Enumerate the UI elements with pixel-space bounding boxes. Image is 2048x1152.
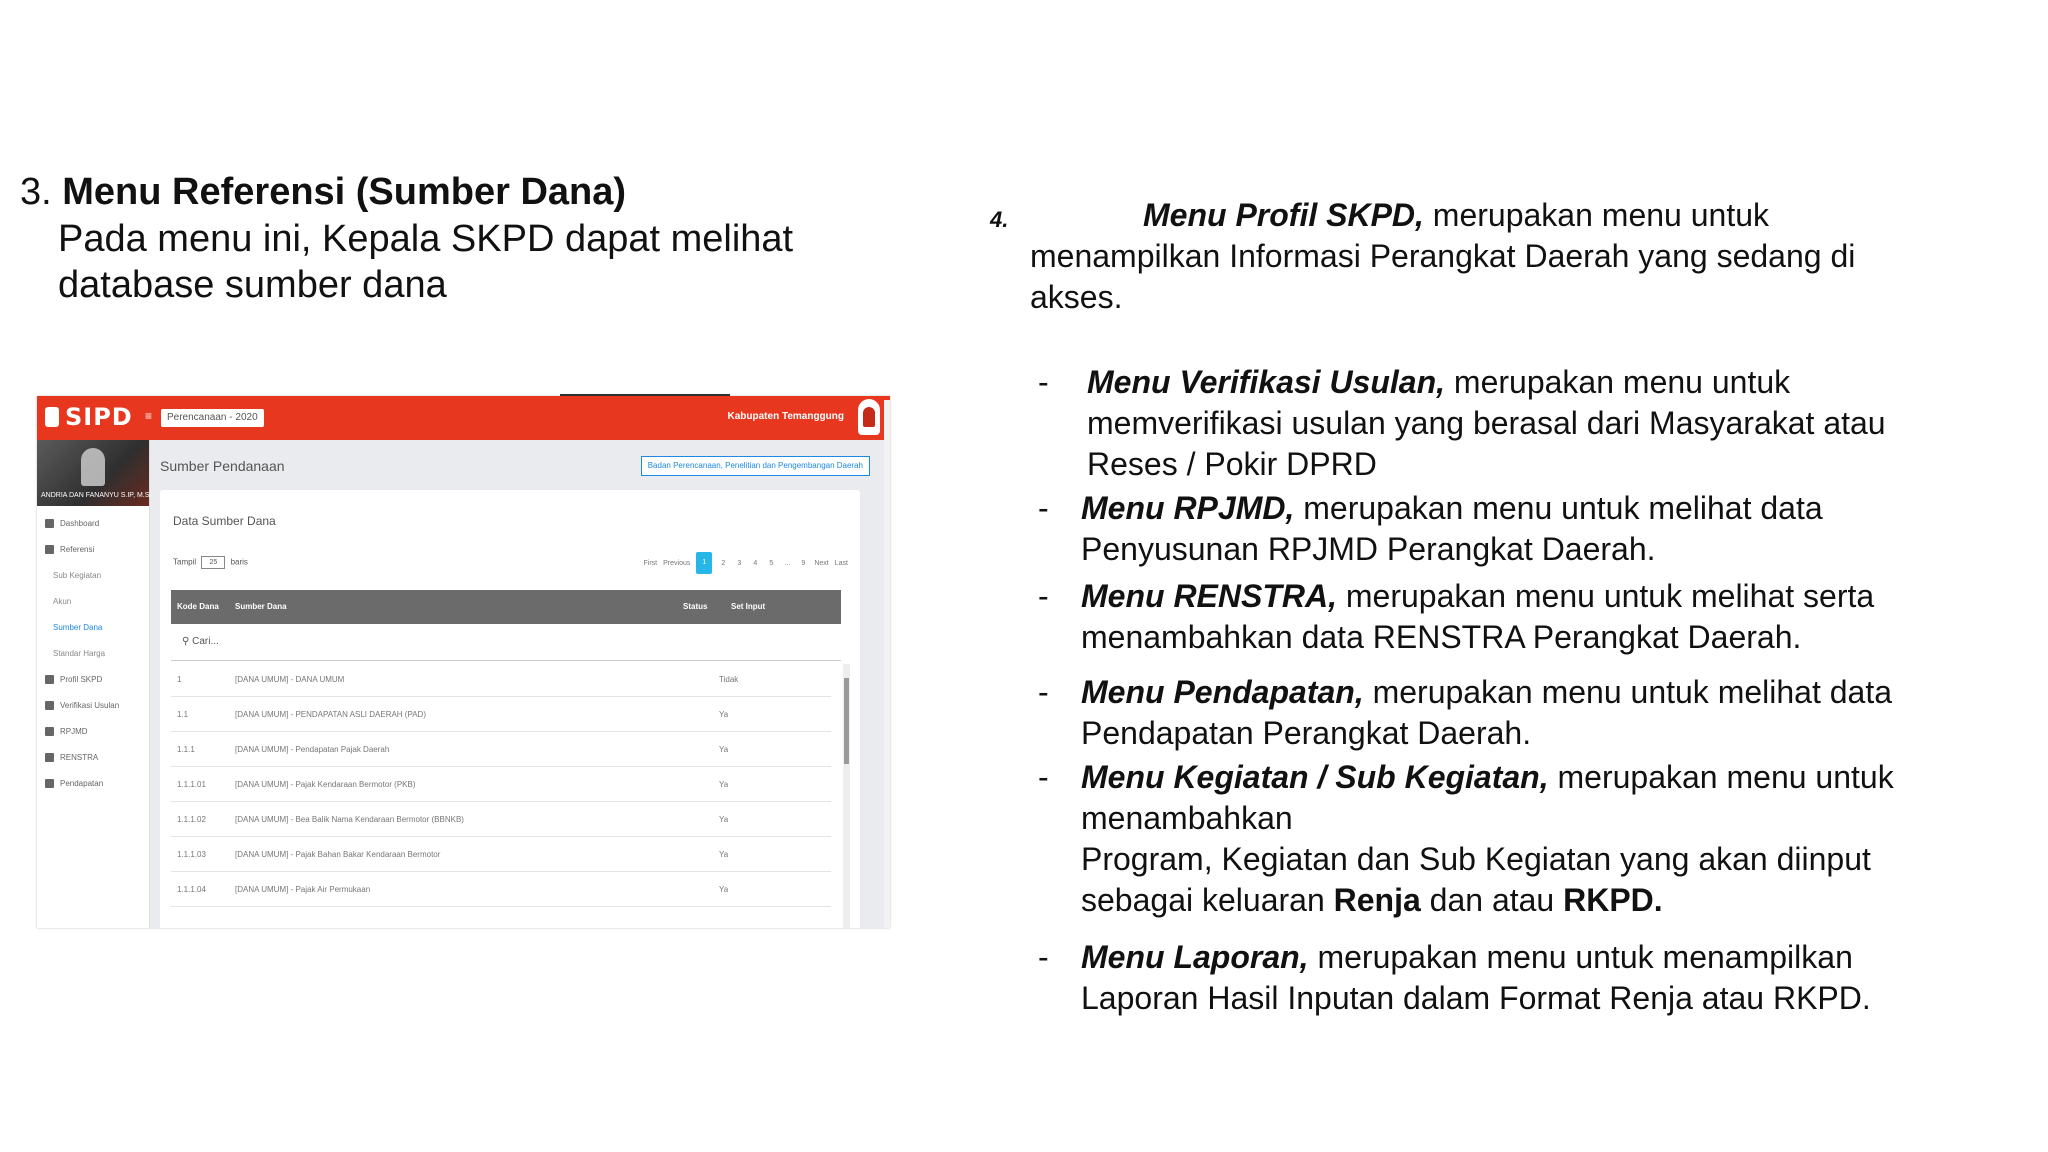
sidebar-item[interactable] [37, 640, 149, 666]
renstra-line2: menambahkan data RENSTRA Perangkat Daerah. [1081, 619, 1802, 655]
sidebar-item[interactable] [37, 692, 149, 718]
search-divider [171, 660, 841, 661]
sipd-main [150, 440, 890, 928]
pendapatan-text: merupakan menu untuk melihat data [1363, 674, 1893, 710]
pagination-item[interactable]: Next [814, 559, 829, 567]
table-row[interactable] [171, 662, 831, 697]
table-scrollbar[interactable] [843, 664, 850, 928]
page-length-control [173, 556, 248, 569]
sidebar-item[interactable] [37, 510, 149, 536]
col-status[interactable]: Status [683, 602, 708, 611]
pagination-item[interactable]: Previous [663, 559, 691, 567]
pagination-item[interactable]: 2 [721, 559, 726, 567]
verifikasi-text: merupakan menu untuk [1445, 364, 1791, 400]
cell-code: 1.1.1.02 [177, 815, 206, 824]
pendapatan-title: Menu Pendapatan, [1081, 674, 1364, 710]
cell-status: Ya [719, 885, 729, 894]
rpjmd-line1 [1081, 488, 1823, 529]
pagination-item[interactable]: First [643, 559, 658, 567]
section-3-title: Menu Referensi (Sumber Dana) [62, 171, 627, 213]
pagination-item[interactable]: 1 [696, 552, 712, 574]
region-label: Kabupaten Temanggung [727, 411, 844, 422]
col-kode-dana[interactable]: Kode Dana [177, 602, 219, 611]
rpjmd-title: Menu RPJMD, [1081, 490, 1295, 526]
sidebar-item-icon [45, 779, 54, 788]
item-4-text: merupakan menu untuk [1423, 197, 1769, 233]
table-row[interactable] [171, 872, 831, 907]
sidebar-item-label: Sub Kegiatan [53, 570, 102, 580]
item-4-line1 [1143, 195, 1769, 236]
sidebar-item-icon [45, 701, 54, 710]
pagination-item[interactable]: 5 [769, 559, 774, 567]
kegiatan-line4 [1081, 880, 1663, 921]
cell-code: 1.1.1.04 [177, 885, 206, 894]
kegiatan-renja: Renja [1333, 882, 1421, 918]
search-input[interactable]: Cari... [192, 636, 219, 647]
sipd-logo-icon [45, 407, 59, 427]
pagination-item[interactable]: 4 [753, 559, 758, 567]
table-body [171, 662, 831, 907]
sipd-screenshot [37, 396, 890, 928]
user-banner [37, 440, 149, 506]
sidebar-item-icon [45, 545, 54, 554]
cell-name: [DANA UMUM] - PENDAPATAN ASLI DAERAH (PAD) [235, 710, 426, 719]
pagination-item[interactable]: ... [784, 559, 791, 567]
sidebar-item-label: RENSTRA [60, 752, 99, 762]
bullet-dash: - [1038, 674, 1049, 710]
section-3-description: Pada menu ini, Kepala SKPD dapat melihat database sumber dana [58, 218, 794, 306]
show-label: Tampil [173, 557, 197, 567]
item-4-line2: menampilkan Informasi Perangkat Daerah yang sedang di [1030, 238, 1856, 274]
cell-code: 1.1.1 [177, 745, 195, 754]
pagination [644, 552, 848, 574]
verifikasi-line1 [1087, 362, 1790, 403]
sidebar-item-icon [45, 675, 54, 684]
data-card [160, 490, 860, 928]
cell-code: 1.1.1.01 [177, 780, 206, 789]
bullet-dash: - [1038, 939, 1049, 975]
sidebar-item-icon [45, 727, 54, 736]
bullet-dash: - [1038, 759, 1049, 795]
laporan-title: Menu Laporan, [1081, 939, 1309, 975]
kegiatan-title: Menu Kegiatan / Sub Kegiatan, [1081, 759, 1549, 795]
sipd-sidebar [37, 440, 150, 928]
sidebar-item[interactable] [37, 770, 149, 796]
cell-name: [DANA UMUM] - Pajak Air Permukaan [235, 885, 371, 894]
cell-status: Ya [719, 710, 729, 719]
pagination-item[interactable]: 9 [801, 559, 806, 567]
page-length-select[interactable]: 25 [201, 556, 225, 569]
sidebar-menu [37, 510, 149, 796]
sidebar-item[interactable] [37, 666, 149, 692]
sidebar-item-label: Akun [53, 596, 72, 606]
table-row[interactable] [171, 732, 831, 767]
laporan-text: merupakan menu untuk menampilkan [1308, 939, 1853, 975]
verifikasi-title: Menu Verifikasi Usulan, [1087, 364, 1446, 400]
show-suffix: baris [230, 557, 248, 567]
item-4-number: 4. [990, 207, 1009, 232]
table-row[interactable] [171, 837, 831, 872]
kegiatan-line1 [1081, 757, 1894, 798]
renstra-text: merupakan menu untuk melihat serta [1337, 578, 1875, 614]
kegiatan-line2: menambahkan [1081, 800, 1293, 836]
rpjmd-line2: Penyusunan RPJMD Perangkat Daerah. [1081, 531, 1656, 567]
table-search[interactable] [182, 636, 219, 647]
screenshot-scrollbar [884, 400, 890, 928]
sidebar-item[interactable] [37, 562, 149, 588]
kegiatan-l4a: sebagai keluaran [1081, 882, 1334, 918]
user-name: ANDRIA DAN FANANYU S.IP, M.Si [41, 492, 151, 499]
bullet-dash: - [1038, 490, 1049, 526]
cell-status: Ya [719, 745, 729, 754]
table-row[interactable] [171, 767, 831, 802]
cell-code: 1.1.1.03 [177, 850, 206, 859]
sidebar-item-label: Dashboard [60, 518, 100, 528]
sidebar-item-label: Verifikasi Usulan [60, 700, 120, 710]
sidebar-item-label: Pendapatan [60, 778, 104, 788]
cell-status: Tidak [719, 675, 739, 684]
pagination-item[interactable]: 3 [737, 559, 742, 567]
sidebar-item-icon [45, 519, 54, 528]
bullet-dash: - [1038, 364, 1049, 400]
page-title: Sumber Pendanaan [160, 458, 285, 474]
cell-status: Ya [719, 780, 729, 789]
renstra-title: Menu RENSTRA, [1081, 578, 1337, 614]
table-header [171, 590, 841, 624]
cell-name: [DANA UMUM] - Pendapatan Pajak Daerah [235, 745, 390, 754]
region-emblem-icon [858, 399, 880, 435]
sidebar-item-label: Sumber Dana [53, 622, 103, 632]
kegiatan-rkpd: RKPD. [1563, 882, 1663, 918]
cell-name: [DANA UMUM] - Bea Balik Nama Kendaraan Bermotor (BBNKB) [235, 815, 464, 824]
verifikasi-line3: Reses / Pokir DPRD [1087, 446, 1377, 482]
renstra-line1 [1081, 576, 1874, 617]
section-3-number: 3. [20, 171, 52, 213]
cell-code: 1 [177, 675, 182, 684]
bullet-dash: - [1038, 578, 1049, 614]
sidebar-item[interactable] [37, 588, 149, 614]
verifikasi-line2: memverifikasi usulan yang berasal dari Masyarakat atau [1087, 405, 1886, 441]
sidebar-item-icon [45, 753, 54, 762]
year-select[interactable]: Perencanaan - 2020 [161, 409, 264, 427]
kegiatan-line3: Program, Kegiatan dan Sub Kegiatan yang akan diinput [1081, 841, 1871, 877]
kegiatan-text: merupakan menu untuk [1548, 759, 1894, 795]
sidebar-item[interactable] [37, 718, 149, 744]
kegiatan-l4c: dan atau [1420, 882, 1564, 918]
rpjmd-text: merupakan menu untuk melihat data [1294, 490, 1823, 526]
item-4-line3: akses. [1030, 279, 1123, 315]
col-sumber-dana[interactable]: Sumber Dana [235, 602, 287, 611]
menu-toggle-icon[interactable]: ≡ [145, 409, 153, 423]
sipd-topbar [37, 396, 890, 440]
pagination-item[interactable]: Last [834, 559, 848, 567]
sidebar-item-label: Standar Harga [53, 648, 106, 658]
table-row[interactable] [171, 697, 831, 732]
table-row[interactable] [171, 802, 831, 837]
laporan-line2: Laporan Hasil Inputan dalam Format Renja atau RKPD. [1081, 980, 1871, 1016]
sidebar-item-label: RPJMD [60, 726, 88, 736]
pendapatan-line1 [1081, 672, 1892, 713]
section-3-heading [20, 168, 626, 216]
item-4-title: Menu Profil SKPD, [1143, 197, 1424, 233]
search-icon: ⚲ [182, 636, 190, 647]
sidebar-item-label: Profil SKPD [60, 674, 103, 684]
card-title: Data Sumber Dana [173, 514, 276, 528]
cell-name: [DANA UMUM] - Pajak Bahan Bakar Kendaraan Bermotor [235, 850, 441, 859]
sidebar-item-label: Referensi [60, 544, 95, 554]
user-avatar [81, 448, 105, 486]
sipd-logo: SIPD [65, 403, 133, 431]
sidebar-item[interactable] [37, 614, 149, 640]
cell-status: Ya [719, 850, 729, 859]
cell-code: 1.1 [177, 710, 189, 719]
pendapatan-line2: Pendapatan Perangkat Daerah. [1081, 715, 1532, 751]
sidebar-item[interactable] [37, 536, 149, 562]
cell-status: Ya [719, 815, 729, 824]
col-set-input[interactable]: Set Input [731, 602, 766, 611]
cell-name: [DANA UMUM] - DANA UMUM [235, 675, 345, 684]
cell-name: [DANA UMUM] - Pajak Kendaraan Bermotor (PKB) [235, 780, 416, 789]
sidebar-item[interactable] [37, 744, 149, 770]
breadcrumb[interactable]: Badan Perencanaan, Penelitian dan Pengembangan Daerah [641, 456, 870, 476]
laporan-line1 [1081, 937, 1853, 978]
